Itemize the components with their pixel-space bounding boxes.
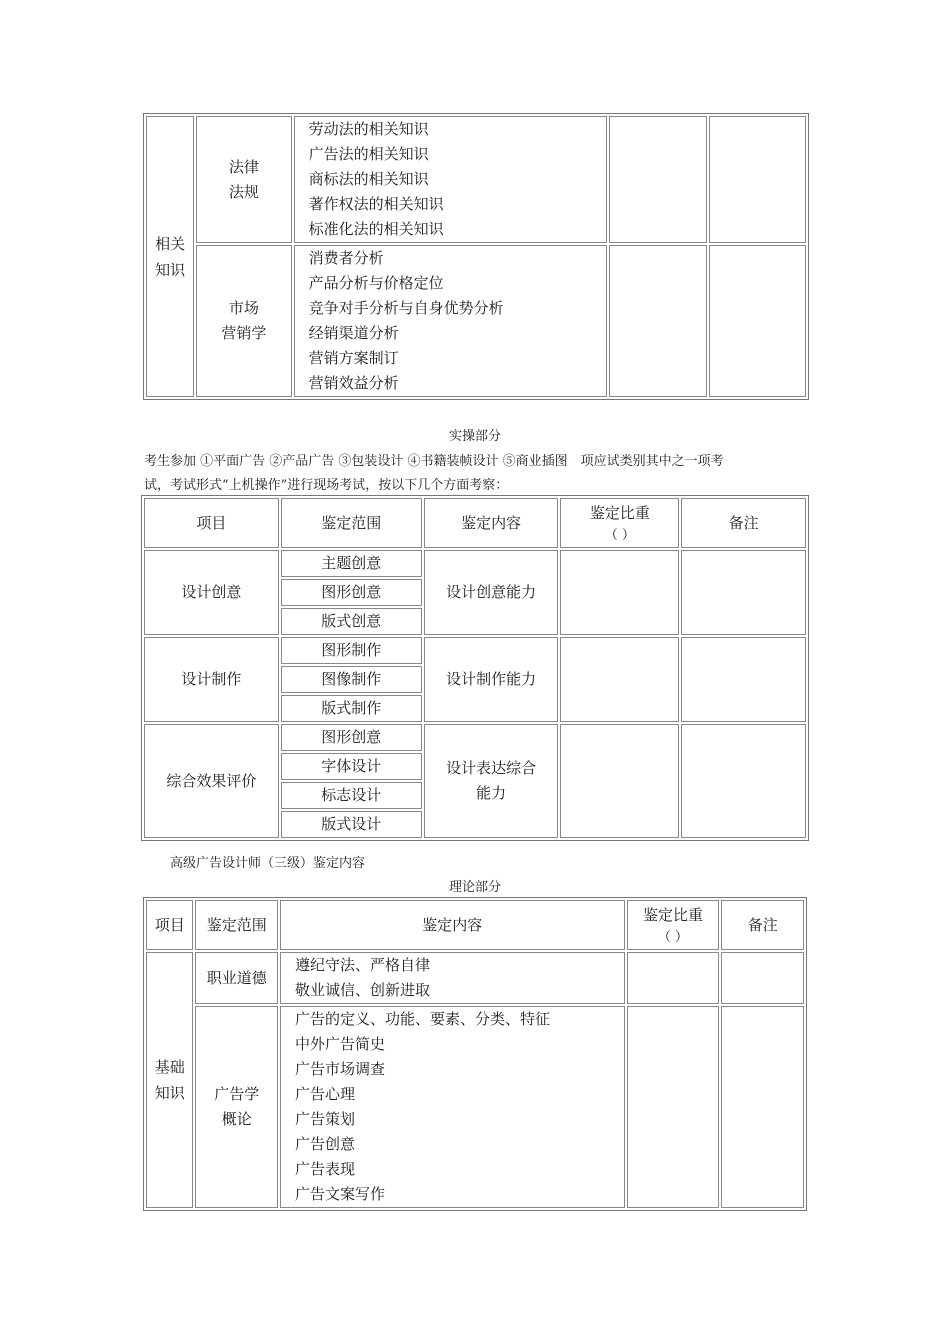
scope-cell: 标志设计	[281, 782, 422, 809]
note-cell	[681, 550, 806, 635]
item-cell: 设计创意	[144, 550, 279, 635]
content-cell: 广告的定义、功能、要素、分类、特征 中外广告简史 广告市场调查 广告心理 广告策划 广告创意 广告表现 广告文案写作	[280, 1006, 625, 1208]
note-cell	[721, 1006, 804, 1208]
advanced-title: 高级广告设计师（三级）鉴定内容	[170, 856, 366, 871]
note-cell	[709, 245, 806, 397]
scope-cell: 主题创意	[281, 550, 422, 577]
scope-cell: 图像制作	[281, 666, 422, 693]
practical-intro-line1: 考生参加 ①平面广告 ②产品广告 ③包装设计 ④书籍装帧设计 ⑤商业插图 项应试类别其中之一项考	[144, 454, 724, 469]
note-cell	[681, 637, 806, 722]
weight-cell	[609, 245, 706, 397]
content-cell: 设计创意能力	[424, 550, 559, 635]
weight-cell	[627, 1006, 720, 1208]
scope-cell: 职业道德	[195, 952, 278, 1004]
header-note: 备注	[721, 900, 804, 950]
scope-cell: 版式设计	[281, 811, 422, 838]
related-knowledge-label: 相关知识	[155, 234, 186, 279]
basic-knowledge-label: 基础知识	[154, 1058, 185, 1102]
weight-cell	[560, 637, 679, 722]
content-cell: 消费者分析 产品分析与价格定位 竞争对手分析与自身优势分析 经销渠道分析 营销方案制订 营销效益分析	[294, 245, 607, 397]
header-note: 备注	[681, 498, 806, 548]
scope-cell: 图形创意	[281, 579, 422, 606]
content-cell: 设计表达综合 能力	[424, 724, 559, 838]
item-cell: 综合效果评价	[144, 724, 279, 838]
header-item: 项目	[144, 498, 279, 548]
scope-cell: 广告学 概论	[195, 1006, 278, 1208]
merged-label-cell	[146, 952, 193, 1208]
weight-cell	[627, 952, 720, 1004]
header-content: 鉴定内容	[280, 900, 625, 950]
header-weight: 鉴定比重 （ ）	[627, 900, 720, 950]
content-cell: 劳动法的相关知识 广告法的相关知识 商标法的相关知识 著作权法的相关知识 标准化法的相关知识	[294, 116, 607, 243]
theory-heading: 理论部分	[448, 880, 501, 895]
header-scope: 鉴定范围	[195, 900, 278, 950]
merged-label-cell	[146, 116, 194, 397]
scope-cell: 图形制作	[281, 637, 422, 664]
practical-table	[141, 495, 809, 841]
scope-cell: 市场 营销学	[196, 245, 291, 397]
weight-cell	[560, 724, 679, 838]
header-item: 项目	[146, 900, 193, 950]
content-cell: 设计制作能力	[424, 637, 559, 722]
content-cell: 遵纪守法、严格自律 敬业诚信、创新进取	[280, 952, 625, 1004]
scope-cell: 版式创意	[281, 608, 422, 635]
header-weight: 鉴定比重 （ ）	[560, 498, 679, 548]
scope-cell: 图形创意	[281, 724, 422, 751]
note-cell	[681, 724, 806, 838]
header-content: 鉴定内容	[424, 498, 559, 548]
practical-intro-line2: 试，考试形式“上机操作”进行现场考试，按以下几个方面考察：	[144, 478, 509, 493]
note-cell	[721, 952, 804, 1004]
weight-cell	[560, 550, 679, 635]
weight-cell	[609, 116, 706, 243]
scope-cell: 版式制作	[281, 695, 422, 722]
item-cell: 设计制作	[144, 637, 279, 722]
note-cell	[709, 116, 806, 243]
scope-cell: 法律 法规	[196, 116, 291, 243]
practical-heading: 实操部分	[448, 429, 501, 444]
header-scope: 鉴定范围	[281, 498, 422, 548]
scope-cell: 字体设计	[281, 753, 422, 780]
knowledge-table	[143, 113, 809, 400]
theory-table	[143, 897, 807, 1211]
